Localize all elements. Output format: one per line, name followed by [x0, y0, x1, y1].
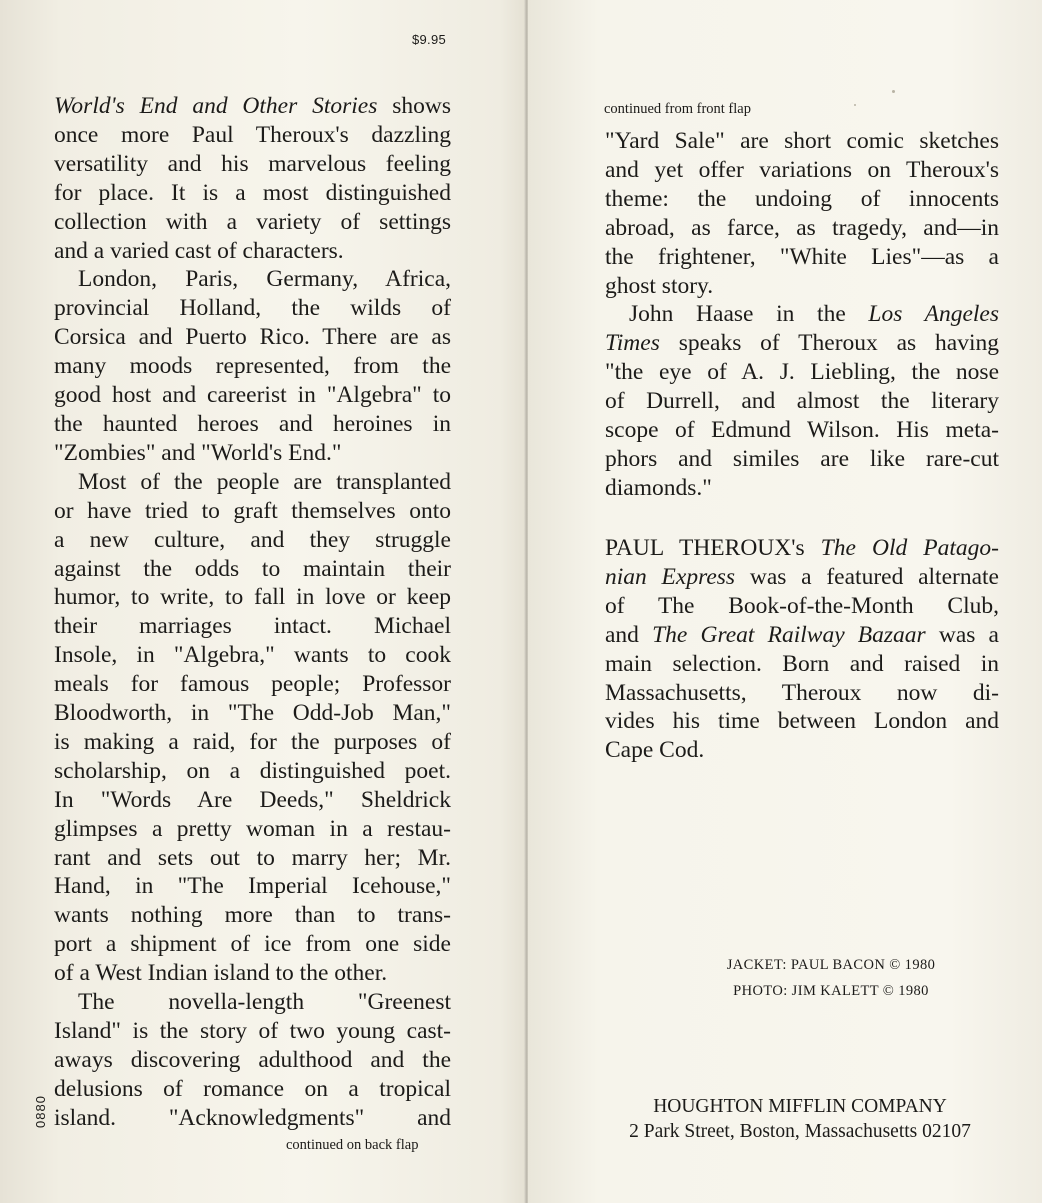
text-segment: of The Book-of-the-Month Club,: [605, 592, 999, 619]
text-segment: In "Words Are Deeds," Sheldrick: [54, 786, 451, 813]
text-line: [54, 150, 451, 179]
italic-title: World's End and Other Stories: [54, 93, 378, 119]
text-segment: for place. It is a most distinguished: [54, 179, 451, 206]
text-line: [54, 959, 451, 988]
text-segment: port a shipment of ice from one side: [54, 931, 451, 958]
text-line: [605, 243, 999, 272]
text-segment: island. "Acknowledgments" and: [54, 1104, 451, 1131]
text-line: [54, 1075, 451, 1104]
text-segment: The novella-length "Greenest: [78, 989, 451, 1016]
text-line: [605, 185, 999, 214]
text-line: [54, 872, 451, 901]
text-segment: glimpses a pretty woman in a restau-: [54, 815, 451, 842]
text-segment: a new culture, and they struggle: [54, 526, 451, 553]
text-segment: meals for famous people; Professor: [54, 671, 451, 698]
publisher-name: HOUGHTON MIFFLIN COMPANY: [653, 1096, 947, 1117]
text-segment: and yet offer variations on Theroux's: [605, 156, 999, 183]
text-line: [54, 583, 451, 612]
text-segment: delusions of romance on a tropical: [54, 1075, 451, 1102]
text-line: [605, 300, 999, 329]
text-line: [54, 352, 451, 381]
text-line: [54, 381, 451, 410]
text-line: [54, 728, 451, 757]
text-segment: provincial Holland, the wilds of: [54, 295, 451, 322]
text-line: [605, 358, 999, 387]
text-line: [54, 237, 451, 266]
text-line: [54, 439, 451, 468]
text-line: [605, 329, 999, 358]
text-segment: of a West Indian island to the other.: [54, 960, 388, 987]
book-code: 0880: [33, 1095, 48, 1128]
jacket-credit: JACKET: PAUL BACON © 1980: [726, 957, 936, 973]
continued-on-note: continued on back flap: [286, 1137, 419, 1153]
paper-speck: [854, 104, 856, 106]
text-line: [54, 988, 451, 1017]
text-segment: "Zombies" and "World's End.": [54, 439, 342, 466]
text-segment: "the eye of A. J. Liebling, the nose: [605, 359, 999, 386]
text-segment: versatility and his marvelous feeling: [54, 150, 451, 177]
text-segment: Cape Cod.: [605, 737, 705, 764]
text-line: [605, 534, 999, 563]
author-bio: [605, 534, 999, 765]
text-segment: London, Paris, Germany, Africa,: [78, 266, 451, 293]
text-line: [54, 641, 451, 670]
text-segment: diamonds.": [605, 474, 712, 501]
text-segment: or have tried to graft themselves onto: [54, 497, 451, 524]
text-segment: vides his time between London and: [605, 708, 999, 735]
text-line: [605, 707, 999, 736]
text-line: [54, 612, 451, 641]
text-segment: rant and sets out to marry her; Mr.: [54, 844, 451, 871]
text-segment: scope of Edmund Wilson. His meta-: [605, 417, 999, 444]
italic-title: nian Express: [605, 563, 736, 590]
text-segment: good host and careerist in "Algebra" to: [54, 382, 451, 409]
italic-title: Los Angeles: [868, 301, 999, 328]
continued-from-note: continued from front flap: [604, 101, 751, 117]
text-line: [54, 410, 451, 439]
text-line: [605, 127, 999, 156]
text-segment: and a varied cast of characters.: [54, 237, 344, 264]
text-segment: "Yard Sale" are short comic sketches: [605, 128, 999, 154]
publisher-address: 2 Park Street, Boston, Massachusetts 02107: [629, 1121, 971, 1142]
text-segment: scholarship, on a distinguished poet.: [54, 757, 451, 784]
text-segment: collection with a variety of settings: [54, 208, 451, 235]
text-line: [605, 592, 999, 621]
text-line: [54, 1104, 451, 1133]
text-segment: Most of the people are transplanted: [78, 468, 451, 495]
text-line: [54, 1017, 451, 1046]
text-line: [605, 272, 999, 301]
front-flap-text: [54, 92, 451, 1133]
text-segment: abroad, as farce, as tragedy, and—in: [605, 214, 999, 241]
back-flap: [528, 0, 1042, 1203]
text-segment: Massachusetts, Theroux now di-: [605, 679, 999, 706]
text-line: [54, 265, 451, 294]
text-line: [605, 416, 999, 445]
text-segment: many moods represented, from the: [54, 353, 451, 380]
text-line: [605, 156, 999, 185]
text-line: [54, 901, 451, 930]
text-line: [605, 445, 999, 474]
text-segment: John Haase in the: [629, 301, 869, 328]
text-segment: Hand, in "The Imperial Icehouse,": [54, 873, 451, 900]
text-segment: once more Paul Theroux's dazzling: [54, 121, 451, 148]
text-segment: their marriages intact. Michael: [54, 613, 451, 640]
text-line: [54, 930, 451, 959]
text-line: [605, 214, 999, 243]
text-segment: main selection. Born and raised in: [605, 650, 999, 677]
text-line: [54, 555, 451, 584]
text-segment: theme: the undoing of innocents: [605, 185, 999, 212]
text-line: [605, 621, 999, 650]
text-line: [54, 1046, 451, 1075]
text-segment: shows: [377, 93, 451, 119]
italic-title: The Great Railway Bazaar: [652, 621, 926, 648]
text-line: [54, 815, 451, 844]
text-line: [54, 179, 451, 208]
text-line: [54, 121, 451, 150]
italic-title: Times: [605, 330, 660, 357]
text-segment: was a: [925, 621, 999, 648]
text-line: [605, 679, 999, 708]
text-line: [54, 844, 451, 873]
text-segment: humor, to write, to fall in love or keep: [54, 584, 451, 611]
text-line: [54, 757, 451, 786]
text-line: [54, 208, 451, 237]
text-segment: against the odds to maintain their: [54, 555, 451, 582]
back-flap-text: [605, 127, 999, 503]
text-segment: PAUL THEROUX's: [605, 535, 821, 561]
text-line: [54, 786, 451, 815]
text-segment: is making a raid, for the purposes of: [54, 728, 451, 755]
price-label: $9.95: [412, 32, 447, 47]
text-line: [605, 736, 999, 765]
text-line: [54, 92, 451, 121]
text-line: [605, 387, 999, 416]
text-segment: Corsica and Puerto Rico. There are as: [54, 324, 451, 351]
text-line: [605, 563, 999, 592]
text-line: [54, 497, 451, 526]
text-segment: was a featured alternate: [735, 563, 999, 590]
text-line: [54, 468, 451, 497]
text-segment: Bloodworth, in "The Odd-Job Man,": [54, 700, 451, 727]
text-segment: Island" is the story of two young cast-: [54, 1018, 451, 1044]
text-segment: of Durrell, and almost the literary: [605, 388, 999, 415]
text-segment: and: [605, 621, 653, 648]
text-segment: phors and similes are like rare-cut: [605, 445, 999, 472]
paper-speck: [892, 90, 895, 93]
text-line: [54, 699, 451, 728]
text-line: [54, 526, 451, 555]
text-line: [54, 294, 451, 323]
photo-credit: PHOTO: JIM KALETT © 1980: [733, 983, 929, 999]
text-segment: speaks of Theroux as having: [659, 330, 999, 357]
text-segment: the haunted heroes and heroines in: [54, 410, 451, 437]
text-segment: wants nothing more than to trans-: [54, 902, 451, 929]
text-segment: ghost story.: [605, 272, 714, 299]
italic-title: The Old Patago-: [820, 535, 999, 561]
text-segment: the frightener, "White Lies"—as a: [605, 243, 999, 270]
text-segment: aways discovering adulthood and the: [54, 1046, 451, 1073]
text-line: [605, 474, 999, 503]
text-line: [54, 670, 451, 699]
text-segment: Insole, in "Algebra," wants to cook: [54, 642, 451, 669]
text-line: [605, 650, 999, 679]
text-line: [54, 323, 451, 352]
